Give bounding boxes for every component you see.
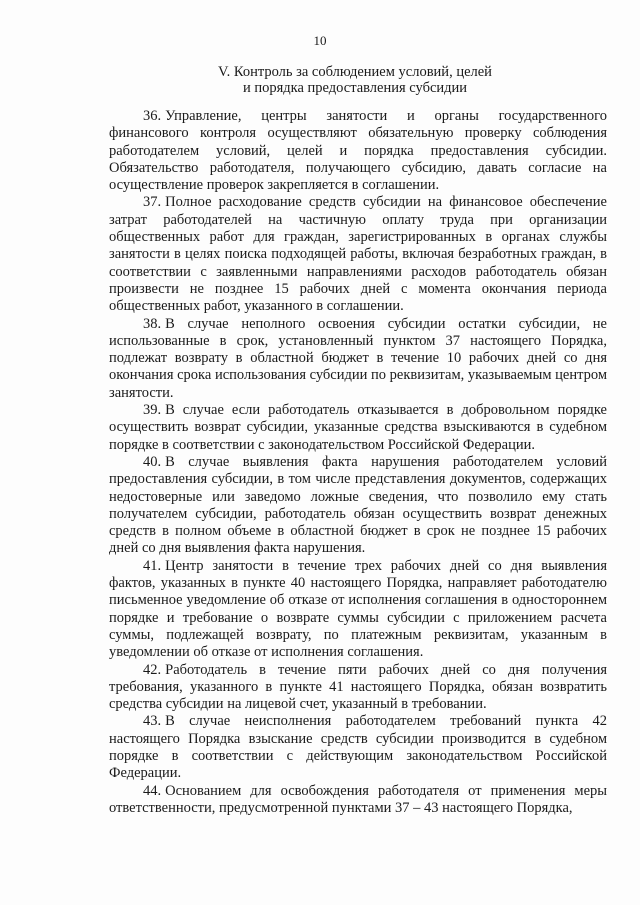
paragraph-number: 40. (143, 453, 162, 470)
paragraph-43 (109, 713, 607, 782)
paragraph-36 (109, 108, 607, 194)
paragraph-text: Работодатель в течение пяти рабочих дней со дня получения требования, указанного в пункте 41 настоящего Порядка, обязан возвратить средства субсидии на лицевой счет, указанный в требовании. (109, 661, 607, 713)
paragraph-number: 38. (143, 315, 162, 332)
paragraph-number: 41. (143, 557, 162, 574)
paragraph-number: 44. (143, 782, 162, 799)
page-number: 10 (313, 33, 327, 48)
paragraph-text: Центр занятости в течение трех рабочих дней со дня выявления фактов, указанных в пункте 40 настоящего Порядка, направляет работодателю письменное уведомление об отказе от исполнения соглашения в одностороннем порядке и требование о возврате суммы субсидии с приложением расчета суммы, подлежащей возврату, по платежным реквизитам, указанным в уведомлении об отказе от исполнения соглашения. (109, 557, 607, 661)
paragraph-number: 43. (143, 713, 162, 730)
section-title-line-1: V. Контроль за соблюдением условий, целей (218, 64, 492, 80)
section-title (120, 64, 590, 96)
paragraph-37 (109, 194, 607, 315)
paragraph-text: Управление, центры занятости и органы государственного финансового контроля осуществляют обязательную проверку соблюдения работодателем условий, целей и порядка предоставления субсидии. Обязательство работодателя, получающего субсидию, давать согласие на осуществление проверок закрепляется в соглашении. (109, 108, 607, 194)
paragraph-39 (109, 402, 607, 454)
paragraph-text: Полное расходование средств субсидии на финансовое обеспечение затрат работодателей на частичную оплату труда при организации общественных работ для граждан, зарегистрированных в органах службы занятости в целях поиска подходящей работы, включая безработных граждан, в соответствии с заявленными направлениями расходов работодатель обязан произвести не позднее 15 рабочих дней с момента окончания периода общественных работ, указанного в соглашении. (109, 194, 607, 315)
paragraph-text: В случае если работодатель отказывается в добровольном порядке осуществить возврат субсидии, указанные средства взыскиваются в судебном порядке в соответствии с законодательством Российской Федерации. (109, 402, 607, 453)
paragraph-42 (109, 662, 607, 714)
section-title-line-2: и порядка предоставления субсидии (242, 80, 468, 96)
paragraph-number: 42. (143, 661, 162, 678)
paragraph-41 (109, 558, 607, 662)
paragraph-number: 39. (143, 402, 162, 419)
paragraph-text: В случае неполного освоения субсидии остатки субсидии, не использованные в срок, установленный пунктом 37 настоящего Порядка, подлежат возврату в областной бюджет в течение 10 рабочих дней со дня окончания срока использования субсидии по реквизитам, указываемым центром занятости. (109, 315, 607, 401)
paragraph-number: 37. (143, 194, 162, 211)
paragraph-text: В случае выявления факта нарушения работодателем условий предоставления субсидии, в том числе представления документов, содержащих недостоверные или заведомо ложные сведения, что позволило ему стать получателем субсидии, работодатель обязан осуществить возврат денежных средств в полном объеме в областной бюджет в срок не позднее 15 рабочих дней со дня выявления факта нарушения. (109, 453, 607, 557)
document-body (109, 108, 607, 817)
paragraph-38 (109, 316, 607, 402)
paragraph-number: 36. (143, 108, 162, 124)
paragraph-text: Основанием для освобождения работодателя от применения меры ответственности, предусмотренной пунктами 37 – 43 настоящего Порядка, (109, 782, 607, 816)
paragraph-text: В случае неисполнения работодателем требований пункта 42 настоящего Порядка взыскание средств субсидии производится в судебном порядке в соответствии с действующим законодательством Российской Федерации. (109, 713, 607, 782)
paragraph-40 (109, 454, 607, 558)
paragraph-44 (109, 783, 607, 818)
